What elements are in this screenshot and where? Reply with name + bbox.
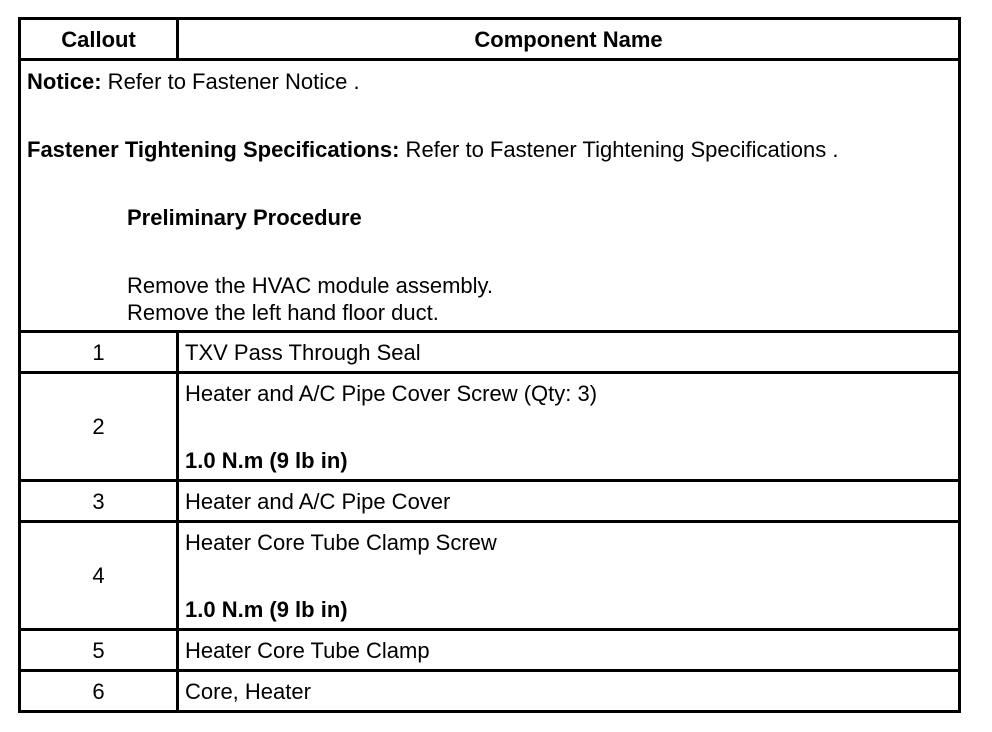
table-row	[20, 522, 960, 630]
component-name: Heater Core Tube Clamp Screw	[185, 530, 497, 555]
torque-spec: 1.0 N.m (9 lb in)	[185, 448, 348, 473]
fastener-spec-text: Refer to Fastener Tightening Specifications .	[399, 137, 839, 162]
callout-column-header: Callout	[20, 19, 178, 60]
callout-number: 5	[20, 630, 178, 671]
table-row	[20, 373, 960, 481]
table-row	[20, 630, 960, 671]
notice-line	[27, 68, 958, 95]
component-table	[18, 17, 961, 713]
component-name: Heater and A/C Pipe Cover	[178, 481, 960, 522]
component-name: TXV Pass Through Seal	[178, 332, 960, 373]
fastener-spec-label: Fastener Tightening Specifications:	[27, 137, 400, 162]
table-row	[20, 332, 960, 373]
notice-cell	[20, 60, 960, 332]
callout-number: 2	[20, 373, 178, 481]
component-name: Heater Core Tube Clamp	[178, 630, 960, 671]
notice-row	[20, 60, 960, 332]
procedure-step: Remove the HVAC module assembly.	[127, 273, 493, 298]
component-name: Core, Heater	[178, 671, 960, 712]
component-name: Heater and A/C Pipe Cover Screw (Qty: 3)	[185, 381, 598, 406]
table-row	[20, 671, 960, 712]
table-row	[20, 481, 960, 522]
procedure-step: Remove the left hand floor duct.	[127, 300, 439, 325]
table-header-row	[20, 19, 960, 60]
fastener-spec-line	[27, 136, 958, 163]
preliminary-procedure-heading: Preliminary Procedure	[127, 205, 362, 230]
callout-number: 3	[20, 481, 178, 522]
component-name-column-header: Component Name	[178, 19, 960, 60]
component-cell	[178, 522, 960, 630]
notice-label: Notice:	[27, 69, 102, 94]
callout-number: 1	[20, 332, 178, 373]
notice-text: Refer to Fastener Notice .	[101, 69, 360, 94]
callout-number: 6	[20, 671, 178, 712]
callout-number: 4	[20, 522, 178, 630]
torque-spec: 1.0 N.m (9 lb in)	[185, 597, 348, 622]
component-cell	[178, 373, 960, 481]
